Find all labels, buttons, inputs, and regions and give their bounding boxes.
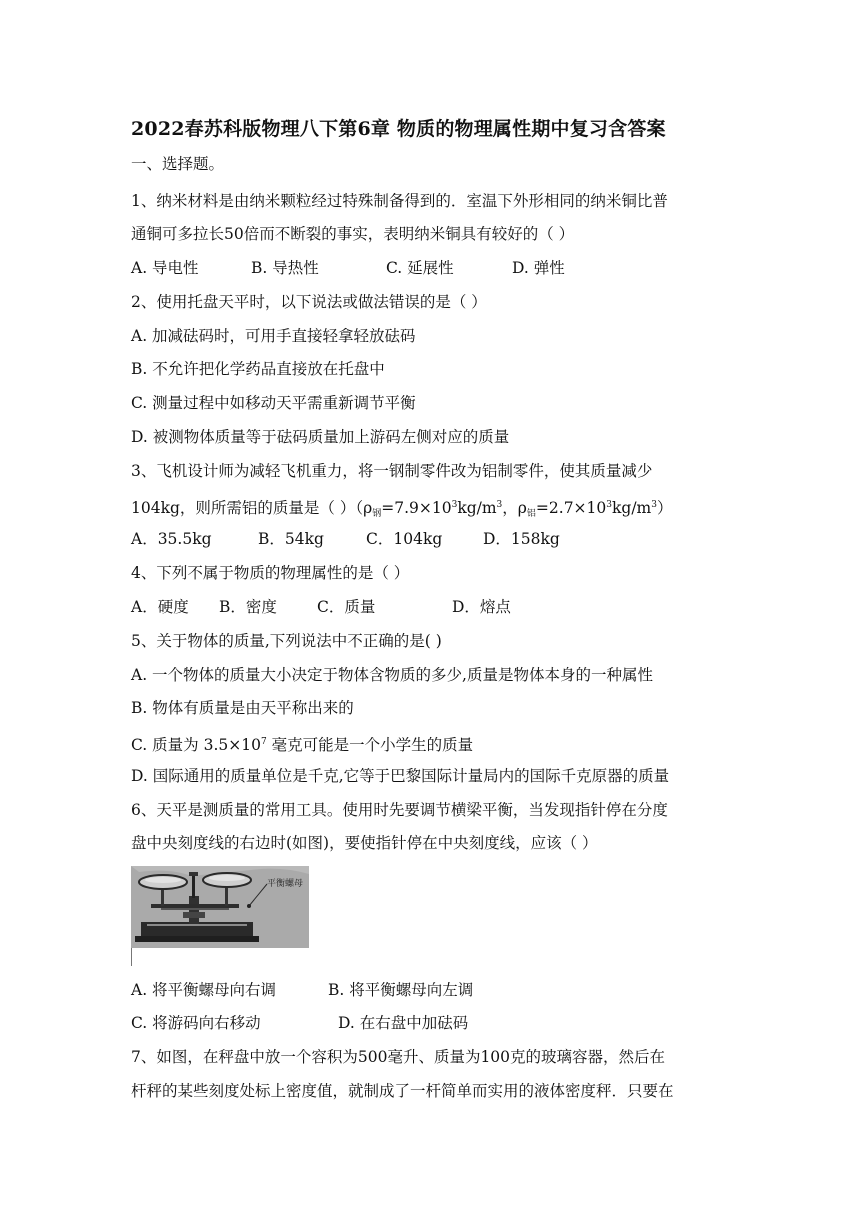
question-7-line-2: 杆秤的某些刻度处标上密度值，就制成了一杆简单而实用的液体密度秤．只要在 bbox=[131, 1082, 674, 1100]
question-3-options bbox=[131, 528, 560, 550]
figure-label-balance-nut: 平衡螺母 bbox=[266, 879, 303, 889]
q6-option-c: C. 将游码向右移动 bbox=[131, 1014, 261, 1032]
q1-option-b: B. 导热性 bbox=[251, 259, 319, 277]
q6-option-a: A. 将平衡螺母向右调 bbox=[131, 981, 277, 999]
q1-option-a: A. 导电性 bbox=[131, 259, 199, 277]
q3-option-c: C．104kg bbox=[366, 530, 443, 548]
section-heading: 一、选择题。 bbox=[131, 155, 225, 173]
q2-option-a: A. 加减砝码时，可用手直接轻拿轻放砝码 bbox=[131, 327, 416, 345]
q4-option-d: D．熔点 bbox=[452, 598, 511, 616]
question-1-line-2: 通铜可多拉长50倍而不断裂的事实，表明纳米铜具有较好的（ ） bbox=[131, 225, 575, 243]
q1-option-c: C. 延展性 bbox=[386, 259, 454, 277]
q5-option-c: C. 质量为 $3.5\times 10^7$ 毫克可能是一个小学生的质量 bbox=[131, 736, 474, 754]
question-7-line-1: 7、如图，在秤盘中放一个容积为500毫升、质量为100克的玻璃容器，然后在 bbox=[131, 1048, 666, 1066]
q5-option-d: D. 国际通用的质量单位是千克,它等于巴黎国际计量局内的国际千克原器的质量 bbox=[131, 767, 670, 785]
q2-option-d: D. 被测物体质量等于砝码质量加上游码左侧对应的质量 bbox=[131, 428, 510, 446]
q3-option-a: A．35.5kg bbox=[131, 530, 212, 548]
q5-option-b: B. 物体有质量是由天平称出来的 bbox=[131, 699, 354, 717]
q2-option-b: B. 不允许把化学药品直接放在托盘中 bbox=[131, 360, 385, 378]
q1-option-d: D. 弹性 bbox=[512, 259, 565, 277]
question-4-stem: 4、下列不属于物质的物理属性的是（ ） bbox=[131, 564, 410, 582]
question-6-options-row-1 bbox=[131, 979, 473, 1001]
figure-edge-line bbox=[131, 948, 132, 966]
question-1-options bbox=[131, 257, 565, 279]
question-1-line-1: 1、纳米材料是由纳米颗粒经过特殊制备得到的．室温下外形相同的纳米铜比普 bbox=[131, 192, 668, 210]
q3-option-b: B．54kg bbox=[258, 530, 324, 548]
question-5-stem: 5、关于物体的质量,下列说法中不正确的是( ) bbox=[131, 632, 442, 650]
q3-option-d: D．158kg bbox=[483, 530, 560, 548]
question-3-line-2: 104kg，则所需铝的质量是（ ）（$\rho_钢=7.9\times 10^3kg/m^3$，$\rho_铝=2.7\times 10^3kg/m^3$） bbox=[131, 499, 673, 519]
q2-option-c: C. 测量过程中如移动天平需重新调节平衡 bbox=[131, 394, 416, 412]
question-6-options-row-2 bbox=[131, 1012, 468, 1034]
q4-option-a: A．硬度 bbox=[131, 598, 189, 616]
question-2-stem: 2、使用托盘天平时，以下说法或做法错误的是（ ） bbox=[131, 293, 487, 311]
question-3-line-1: 3、飞机设计师为减轻飞机重力，将一钢制零件改为铝制零件，使其质量减少 bbox=[131, 462, 653, 480]
document-title: 2022春苏科版物理八下第6章 物质的物理属性期中复习含答案 bbox=[131, 118, 666, 140]
question-4-options bbox=[131, 596, 511, 618]
q4-option-b: B．密度 bbox=[219, 598, 277, 616]
q6-option-d: D. 在右盘中加砝码 bbox=[338, 1014, 469, 1032]
q5-option-a: A. 一个物体的质量大小决定于物体含物质的多少,质量是物体本身的一种属性 bbox=[131, 666, 653, 684]
question-6-line-2: 盘中央刻度线的右边时(如图)，要使指针停在中央刻度线，应该（ ） bbox=[131, 834, 598, 852]
q4-option-c: C．质量 bbox=[317, 598, 376, 616]
balance-scale-figure bbox=[131, 866, 309, 948]
question-6-line-1: 6、天平是测质量的常用工具。使用时先要调节横梁平衡，当发现指针停在分度 bbox=[131, 801, 668, 819]
q6-option-b: B. 将平衡螺母向左调 bbox=[328, 981, 474, 999]
